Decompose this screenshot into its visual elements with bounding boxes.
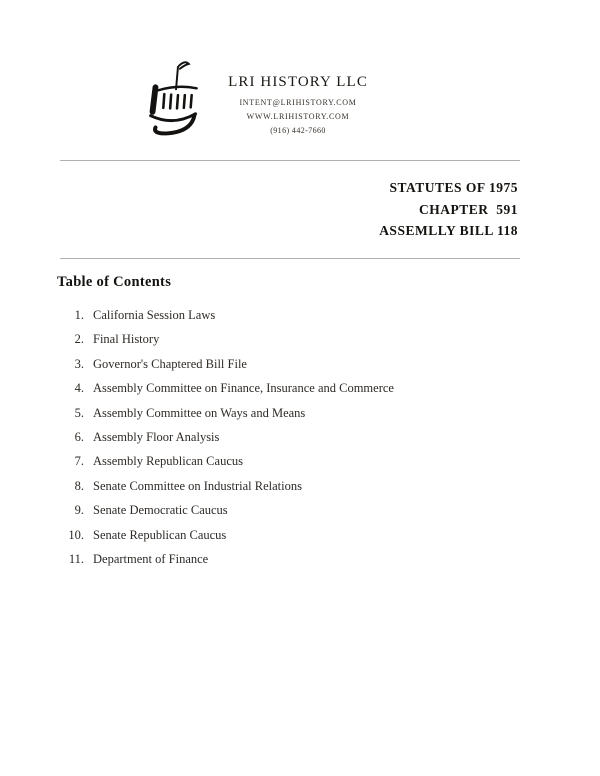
company-name: LRI HISTORY LLC: [228, 74, 368, 90]
toc-item-label: Department of Finance: [93, 551, 209, 566]
toc-item-label: Assembly Committee on Ways and Means: [93, 405, 306, 420]
company-email: INTENT@LRIHISTORY.COM: [239, 98, 357, 107]
divider-middle: [60, 258, 520, 259]
toc-item-number: 3.: [74, 356, 84, 371]
toc-item: [56, 376, 536, 400]
toc-item: [56, 327, 536, 351]
toc-item-number: 4.: [74, 381, 84, 396]
toc-list: [56, 303, 536, 571]
toc-item-label: Senate Committee on Industrial Relations: [93, 478, 302, 493]
toc-item: [56, 498, 536, 522]
letterhead: [220, 74, 376, 140]
toc-item-number: 5.: [74, 405, 84, 420]
toc-item: [56, 401, 536, 425]
toc-item-label: Senate Democratic Caucus: [93, 503, 228, 518]
toc-item: [56, 547, 536, 571]
divider-top: [60, 160, 520, 161]
toc-item: [56, 352, 536, 376]
toc-item-number: 7.: [74, 454, 84, 469]
company-website: WWW.LRIHISTORY.COM: [246, 112, 350, 121]
toc-heading: Table of Contents: [57, 274, 172, 290]
toc-item-label: California Session Laws: [93, 308, 216, 322]
toc-item-number: 1.: [74, 308, 84, 322]
statute-line-bill: ASSEMLLY BILL 118: [379, 223, 518, 238]
toc-item: [56, 523, 536, 547]
statute-title-block: [379, 177, 518, 242]
toc-item-label: Assembly Committee on Finance, Insurance and Commerce: [93, 381, 394, 396]
toc-item-label: Assembly Floor Analysis: [93, 429, 220, 444]
toc-item-number: 2.: [74, 332, 84, 347]
toc-item-number: 11.: [68, 551, 84, 566]
toc-item-number: 10.: [68, 527, 84, 542]
toc-item-label: Assembly Republican Caucus: [93, 454, 243, 469]
toc-item: [56, 449, 536, 473]
toc-item-number: 9.: [74, 503, 84, 518]
toc-item-label: Final History: [93, 332, 160, 347]
toc-item-number: 8.: [74, 478, 84, 493]
lri-logo-icon: [142, 58, 212, 146]
statute-line-chapter: CHAPTER 591: [418, 201, 518, 217]
toc-item-label: Senate Republican Caucus: [93, 527, 227, 542]
toc-item-number: 6.: [74, 429, 84, 444]
toc-item: [56, 303, 536, 327]
toc-item: [56, 425, 536, 449]
company-phone: (916) 442-7660: [270, 126, 326, 135]
statute-line-statutes: STATUTES OF 1975: [389, 180, 518, 195]
toc-item: [56, 474, 536, 498]
toc-item-label: Governor's Chaptered Bill File: [93, 356, 247, 371]
